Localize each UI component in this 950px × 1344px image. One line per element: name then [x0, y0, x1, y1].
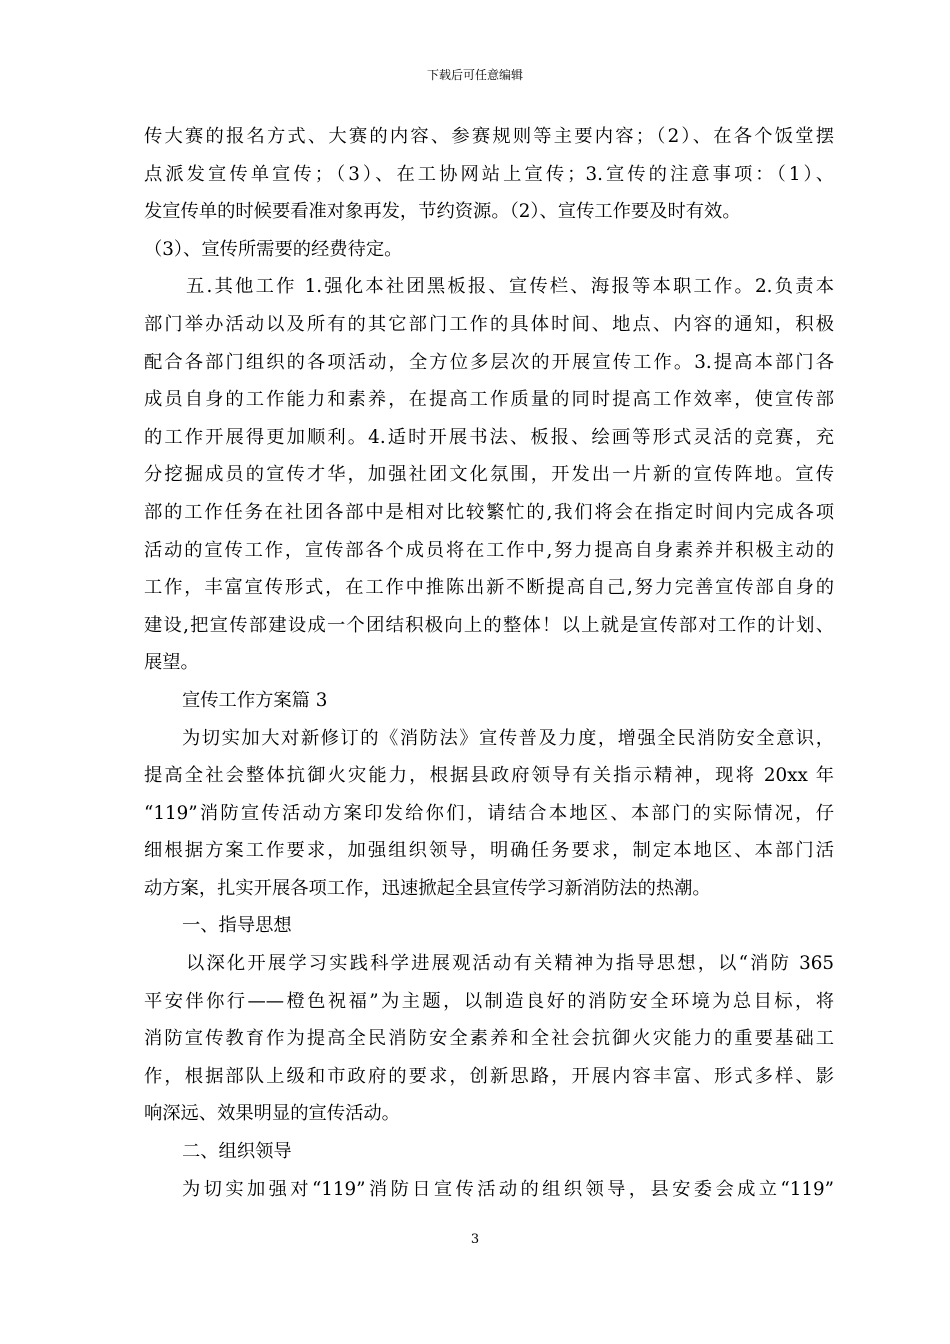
page-header: 下载后可任意编辑: [426, 68, 523, 82]
text-line: （3）、宣传所需要的经费待定。: [144, 238, 403, 260]
text-line: 响深远、效果明显的宣传活动。: [144, 1103, 400, 1125]
text-line: 动方案，扎实开展各项工作，迅速掀起全县宣传学习新消防法的热潮。: [144, 877, 711, 899]
text-line: 宣传工作方案篇 3: [182, 689, 328, 711]
text-line: 部的工作任务在社团各部中是相对比较繁忙的,我们将会在指定时间内完成各项: [144, 501, 834, 523]
text-line: 建设,把宣传部建设成一个团结积极向上的整体！以上就是宣传部对工作的计划、: [144, 614, 834, 636]
text-line: 提高全社会整体抗御火灾能力，根据县政府领导有关指示精神，现将 20xx 年: [144, 765, 834, 787]
text-line: 成员自身的工作能力和素养，在提高工作质量的同时提高工作效率，使宣传部: [144, 389, 834, 411]
text-line: 为切实加强对“119”消防日宣传活动的组织领导，县安委会成立“119”: [182, 1178, 834, 1200]
page-number: 3: [470, 1232, 480, 1247]
text-line: 发宣传单的时候要看准对象再发，节约资源。（2）、宣传工作要及时有效。: [144, 201, 741, 223]
text-line: 展望。: [144, 652, 199, 674]
text-line: 以深化开展学习实践科学进展观活动有关精神为指导思想，以“消防 365: [186, 953, 834, 975]
text-line: 的工作开展得更加顺利。4.适时开展书法、板报、绘画等形式灵活的竞赛，充: [144, 426, 834, 448]
text-line: 二、组织领导: [182, 1141, 292, 1163]
text-line: 作，根据部队上级和市政府的要求，创新思路，开展内容丰富、形式多样、影: [144, 1065, 834, 1087]
text-line: 五.其他工作 1.强化本社团黑板报、宣传栏、海报等本职工作。2.负责本: [186, 276, 834, 298]
text-line: 部门举办活动以及所有的其它部门工作的具体时间、地点、内容的通知，积极: [144, 313, 834, 335]
text-line: 为切实加大对新修订的《消防法》宣传普及力度，增强全民消防安全意识，: [182, 727, 834, 749]
text-line: 配合各部门组织的各项活动，全方位多层次的开展宣传工作。3.提高本部门各: [144, 351, 834, 373]
text-line: 点派发宣传单宣传；（3）、在工协网站上宣传；3.宣传的注意事项：（1）、: [144, 163, 834, 185]
text-line: 传大赛的报名方式、大赛的内容、参赛规则等主要内容；（2）、在各个饭堂摆: [144, 126, 834, 147]
text-line: 工作，丰富宣传形式，在工作中推陈出新不断提高自己,努力完善宣传部自身的: [144, 577, 834, 599]
document-body: [144, 118, 834, 1208]
text-line: 消防宣传教育作为提高全民消防安全素养和全社会抗御火灾能力的重要基础工: [144, 1028, 834, 1050]
text-line: 平安伴你行——橙色祝福”为主题，以制造良好的消防安全环境为总目标，将: [144, 990, 834, 1012]
text-line: 一、指导思想: [182, 915, 292, 937]
text-line: “119”消防宣传活动方案印发给你们，请结合本地区、本部门的实际情况，仔: [144, 802, 834, 824]
text-line: 分挖掘成员的宣传才华，加强社团文化氛围，开发出一片新的宣传阵地。宣传: [144, 464, 834, 486]
text-line: 活动的宣传工作，宣传部各个成员将在工作中,努力提高自身素养并积极主动的: [144, 539, 834, 561]
text-line: 细根据方案工作要求，加强组织领导，明确任务要求，制定本地区、本部门活: [144, 840, 834, 862]
